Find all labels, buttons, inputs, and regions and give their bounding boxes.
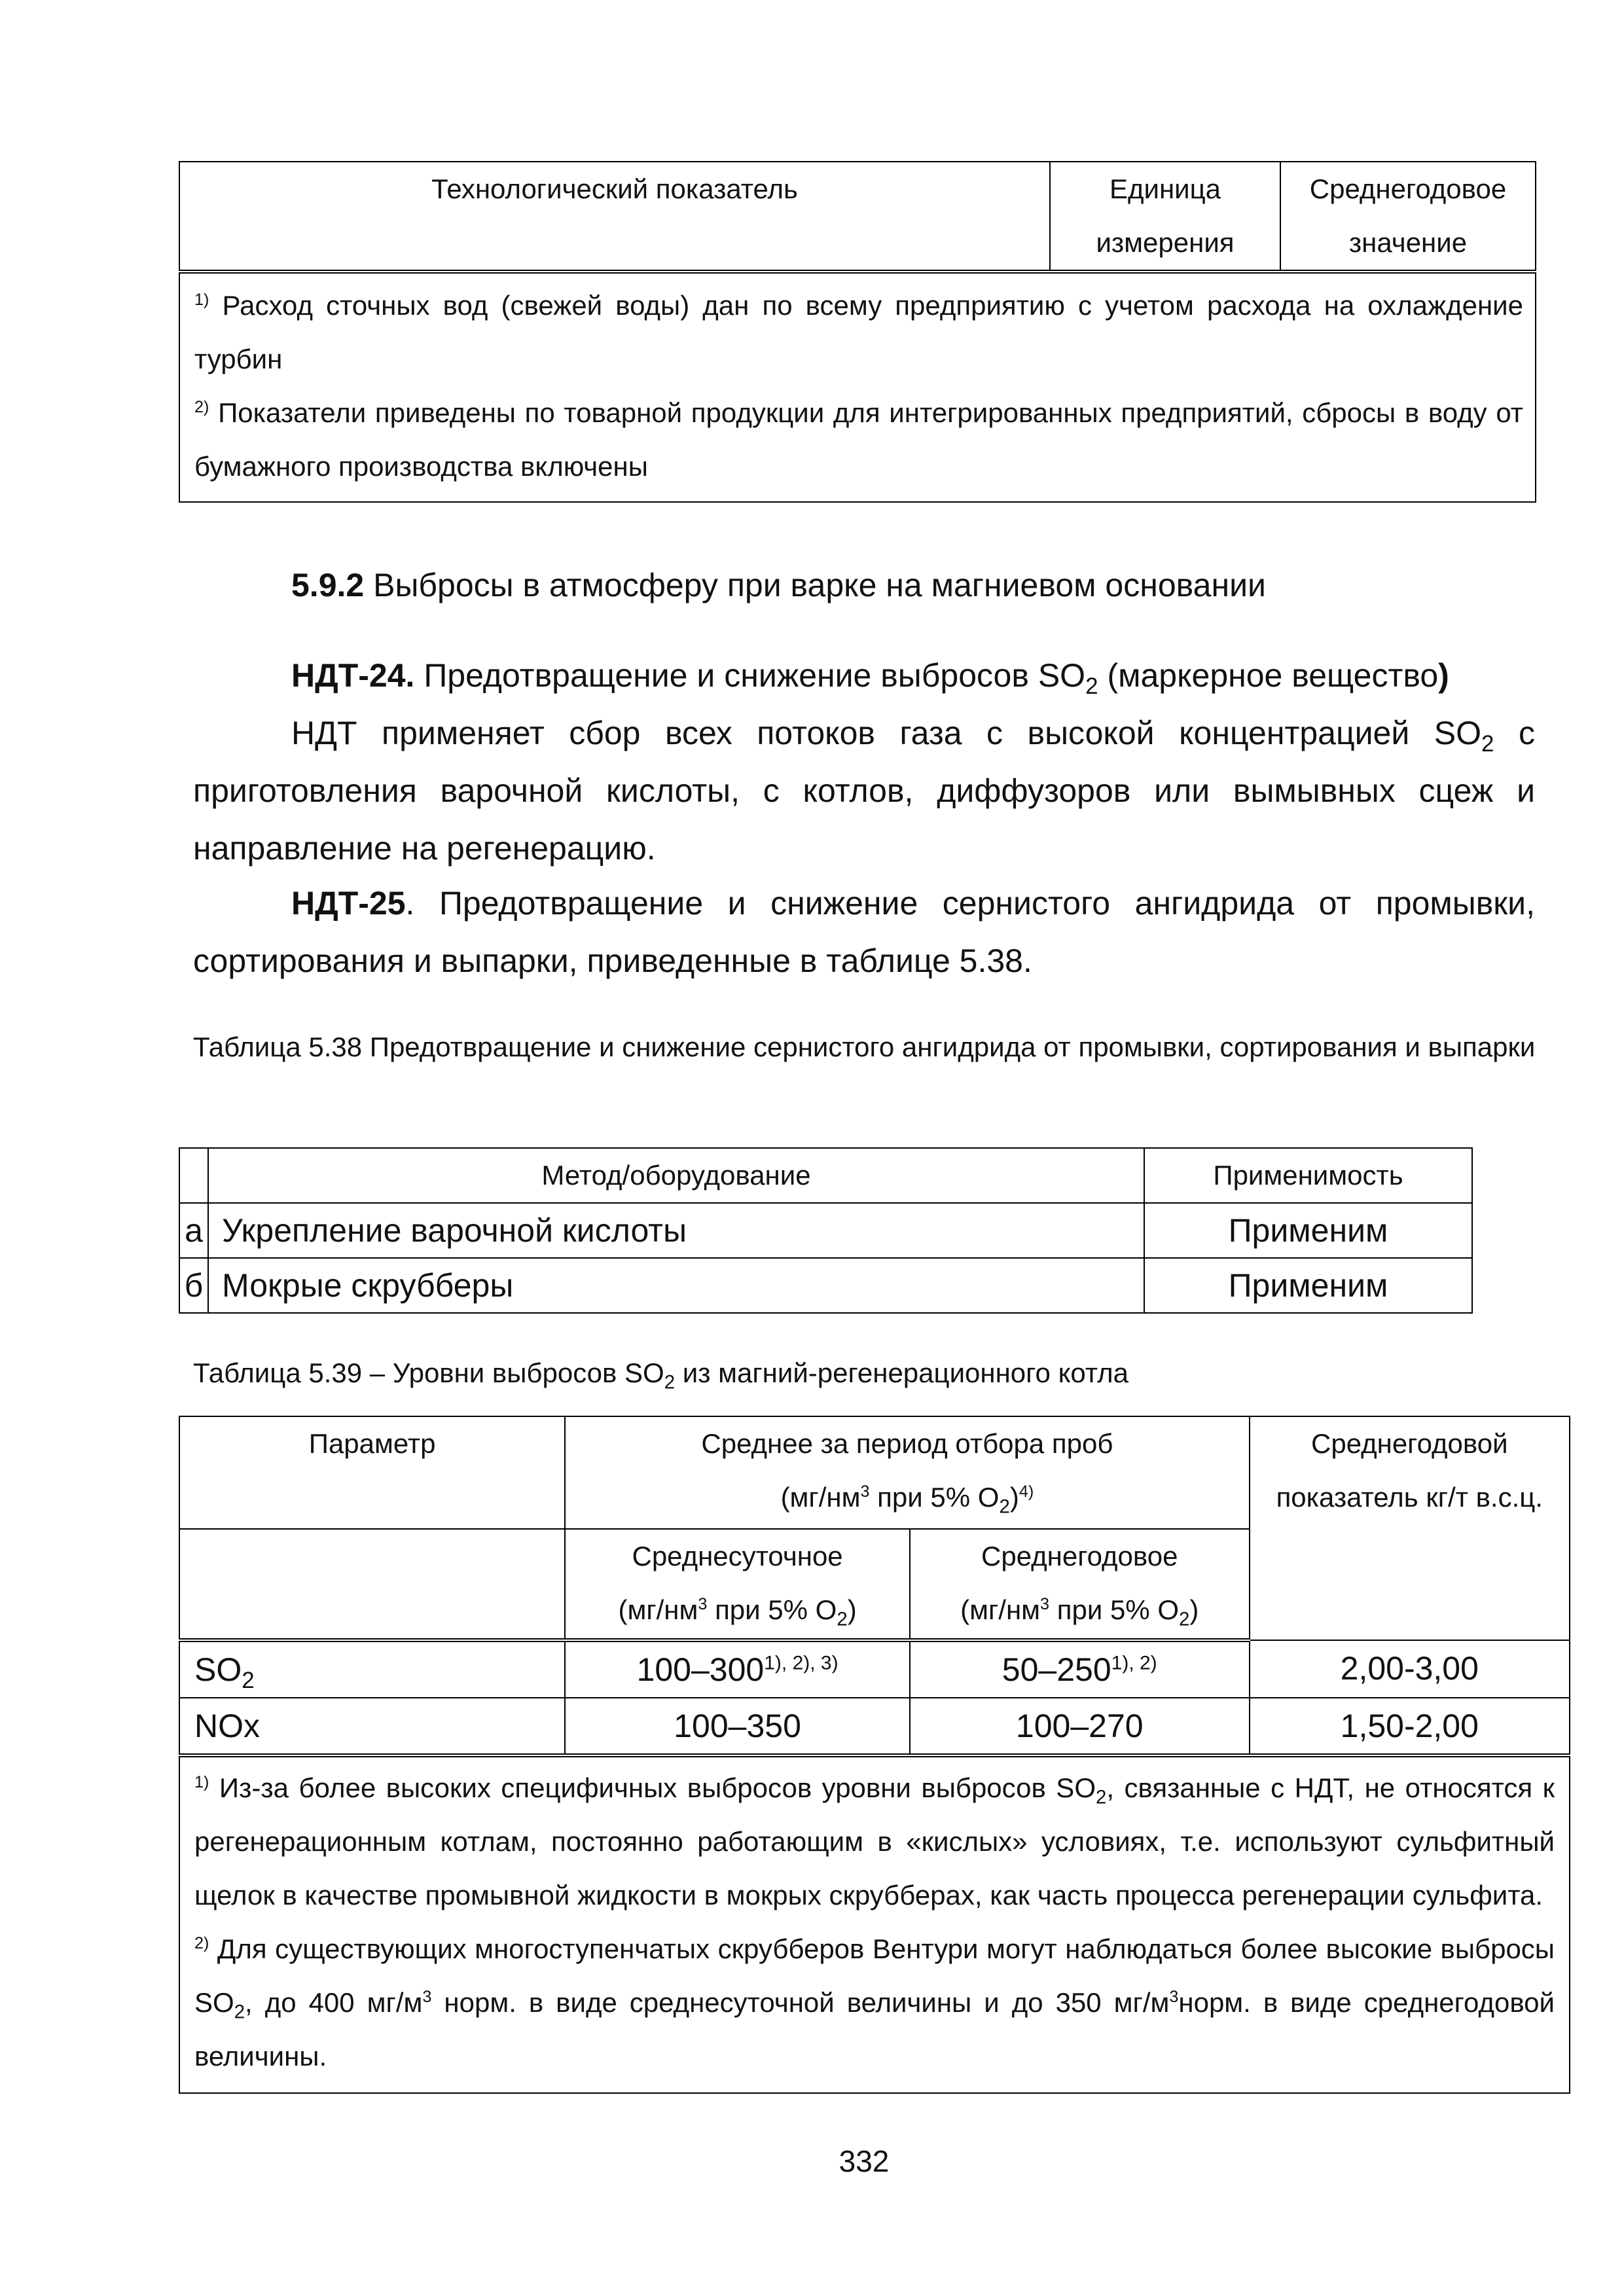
row-yearly: $50-250^{1), 2)}$ [910, 1640, 1250, 1698]
header-applicability: Применимость [1144, 1148, 1472, 1203]
footnote-1: $^{1)}$ Из-за более высоких специфичных выбросов уровни выбросов $SO_2$, связанные с НДТ, не относятся к регенерационным котлам, постоянно работающим в «кислых» условиях, т.е. используют сульфитный щелок в качестве промывной жидкости в мокрых скрубберах, как часть процесса регенерации сульфита. [194, 1772, 1555, 1910]
ndt24-heading: НДТ-24. Предотвращение и снижение выбросов $SO_2$ (маркерное вещество) [291, 657, 1449, 699]
header-method: Метод/оборудование [208, 1148, 1144, 1203]
header-period-average: Среднее за период отбора проб ($мг/нм^3$ при 5% $O_2)^{4)}$ [565, 1416, 1249, 1529]
footnote-1: $^{1)}$ Расход сточных вод (свежей воды) дан по всему предприятию с учетом расхода на охлаждение турбин [194, 290, 1524, 374]
row-daily: $100-300^{1), 2), 3)}$ [565, 1640, 910, 1698]
row-letter: б [179, 1258, 208, 1313]
row-applicability: Применим [1144, 1258, 1472, 1313]
ndt25-paragraph: НДТ-25. Предотвращение и снижение сернистого ангидрида от промывки, сортирования и выпарки, приведенные в таблице 5.38. [193, 885, 1535, 979]
row-annual: 1,50-2,00 [1250, 1698, 1570, 1755]
table-539 [179, 1416, 1570, 2094]
header-annual-indicator: Среднегодовой показатель кг/т в.с.ц. [1250, 1416, 1570, 1640]
header-blank [179, 1148, 208, 1203]
row-applicability: Применим [1144, 1203, 1472, 1258]
table-row [179, 1640, 1570, 1698]
row-daily: 100–350 [565, 1698, 910, 1755]
row-parameter: NOx [179, 1698, 565, 1755]
header-parameter: Параметр [179, 1416, 565, 1529]
table-539-footnotes [179, 1755, 1570, 2093]
ndt24-body: НДТ применяет сбор всех потоков газа с высокой концентрацией $SO_2$ с приготовления варочной кислоты, с котлов, диффузоров или вымывных сцеж и направление на регенерацию. [193, 715, 1535, 867]
technological-indicators-table [179, 161, 1536, 503]
header-yearly: Среднегодовое ($мг/нм^3$ при 5% $O_2$) [910, 1529, 1250, 1640]
row-method: Мокрые скрубберы [208, 1258, 1144, 1313]
page-number: 332 [839, 2144, 890, 2178]
header-indicator: Технологический показатель [179, 162, 1050, 272]
row-letter: а [179, 1203, 208, 1258]
table-538 [179, 1147, 1473, 1314]
footnote-2: $^{2)}$ Для существующих многоступенчатых скрубберов Вентури могут наблюдаться более высокие выбросы $SO_2$, до 400 $мг/м^3$ норм. в виде среднесуточной величины и до 350 $мг/м^3норм$. в виде среднегодовой величины. [194, 1933, 1555, 2072]
footnote-2: $^{2)}$ Показатели приведены по товарной продукции для интегрированных предприятий, сбросы в воду от бумажного производства включены [194, 397, 1524, 482]
header-parameter-blank [179, 1529, 565, 1640]
row-yearly: 100–270 [910, 1698, 1250, 1755]
table-539-caption: Таблица 5.39 – Уровни выбросов $SO_2$ из магний-регенерационного котла [193, 1357, 1129, 1393]
header-unit: Единица измерения [1050, 162, 1280, 272]
table-row [179, 1698, 1570, 1755]
table-footnotes [179, 272, 1536, 502]
header-annual-value: Среднегодовое значение [1280, 162, 1536, 272]
row-annual: 2,00-3,00 [1250, 1640, 1570, 1698]
table-538-caption: Таблица 5.38 Предотвращение и снижение сернистого ангидрида от промывки, сортирования и выпарки [193, 1031, 1536, 1062]
table-row [179, 1258, 1472, 1313]
table-row [179, 1203, 1472, 1258]
row-method: Укрепление варочной кислоты [208, 1203, 1144, 1258]
header-daily: Среднесуточное ($мг/нм^3$ при 5% $O_2$) [565, 1529, 910, 1640]
row-parameter: $SO_2$ [179, 1640, 565, 1698]
section-heading: 5.9.2 Выбросы в атмосферу при варке на магниевом основании [291, 567, 1266, 603]
